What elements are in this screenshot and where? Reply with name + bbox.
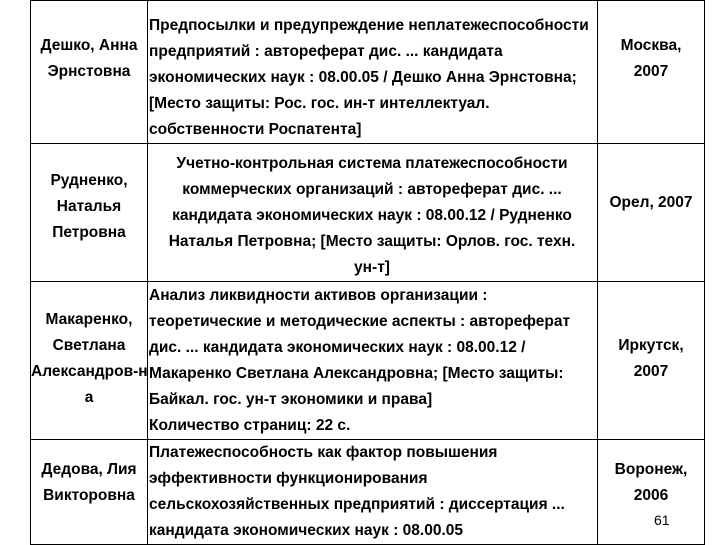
author-cell — [31, 1, 148, 144]
title-line: Анализ ликвидности активов организации : — [149, 287, 488, 304]
title-cell — [148, 440, 598, 545]
place-line: Иркутск, — [618, 337, 684, 354]
title-line: [Место защиты: Рос. гос. ин-т интеллектуал. — [149, 95, 490, 112]
place-line: Орел, 2007 — [609, 194, 693, 211]
author-line: Дешко, Анна — [40, 37, 138, 54]
title-line: Предпосылки и предупреждение неплатежеспособности — [149, 17, 589, 34]
title-cell — [148, 144, 598, 282]
place-line: 2006 — [633, 487, 669, 504]
place-line: 2007 — [633, 63, 669, 80]
title-line: Байкал. гос. ун-т экономики и права] — [149, 391, 433, 408]
page-number: 61 — [654, 512, 670, 528]
author-line: Светлана — [52, 337, 126, 354]
author-cell — [31, 440, 148, 545]
title-line: кандидата экономических наук : 08.00.12 / Рудненко — [172, 207, 572, 224]
author-line: а — [84, 389, 94, 406]
table-row — [31, 144, 705, 282]
title-line: Макаренко Светлана Александровна; [Место защиты: — [149, 365, 564, 382]
author-line: Дедова, Лия — [41, 461, 137, 478]
title-line: сельскохозяйственных предприятий : диссертация ... — [149, 496, 565, 513]
title-line: Наталья Петровна; [Место защиты: Орлов. гос. техн. — [168, 233, 576, 250]
author-line: Макаренко, — [45, 311, 133, 328]
place-cell — [598, 1, 705, 144]
title-cell — [148, 282, 598, 440]
title-line: экономических наук : 08.00.05 / Дешко Анна Эрнстовна; — [149, 69, 577, 86]
place-line: Москва, — [620, 37, 682, 54]
place-cell — [598, 440, 705, 545]
author-line: Петровна — [52, 224, 126, 241]
table-row — [31, 282, 705, 440]
place-cell — [598, 282, 705, 440]
title-line: дис. ... кандидата экономических наук : 08.00.12 / — [149, 339, 526, 356]
title-line: эффективности функционирования — [149, 470, 428, 487]
place-line: 2007 — [633, 363, 669, 380]
place-cell — [598, 144, 705, 282]
author-line: Наталья — [56, 198, 122, 215]
title-line: коммерческих организаций : автореферат дис. ... — [182, 181, 562, 198]
author-cell — [31, 282, 148, 440]
title-line: предприятий : автореферат дис. ... кандидата — [149, 43, 503, 60]
table-row — [31, 440, 705, 545]
title-cell — [148, 1, 598, 144]
title-line: Платежеспособность как фактор повышения — [149, 444, 498, 461]
title-line: ун-т] — [354, 259, 390, 276]
table-row — [31, 1, 705, 144]
author-cell — [31, 144, 148, 282]
title-line: кандидата экономических наук : 08.00.05 — [149, 522, 464, 539]
author-line: Эрнстовна — [47, 63, 131, 80]
author-line: Рудненко, — [50, 172, 128, 189]
title-line: теоретические и методические аспекты : автореферат — [149, 313, 571, 330]
place-line: Воронеж, — [614, 461, 688, 478]
bibliography-table — [30, 0, 705, 545]
title-line: Учетно-контрольная система платежеспособности — [176, 155, 568, 172]
author-line: Викторовна — [43, 487, 135, 504]
author-line: Александров-н — [31, 363, 148, 380]
title-line: Количество страниц: 22 с. — [149, 417, 351, 434]
title-line: собственности Роспатента] — [149, 121, 362, 138]
